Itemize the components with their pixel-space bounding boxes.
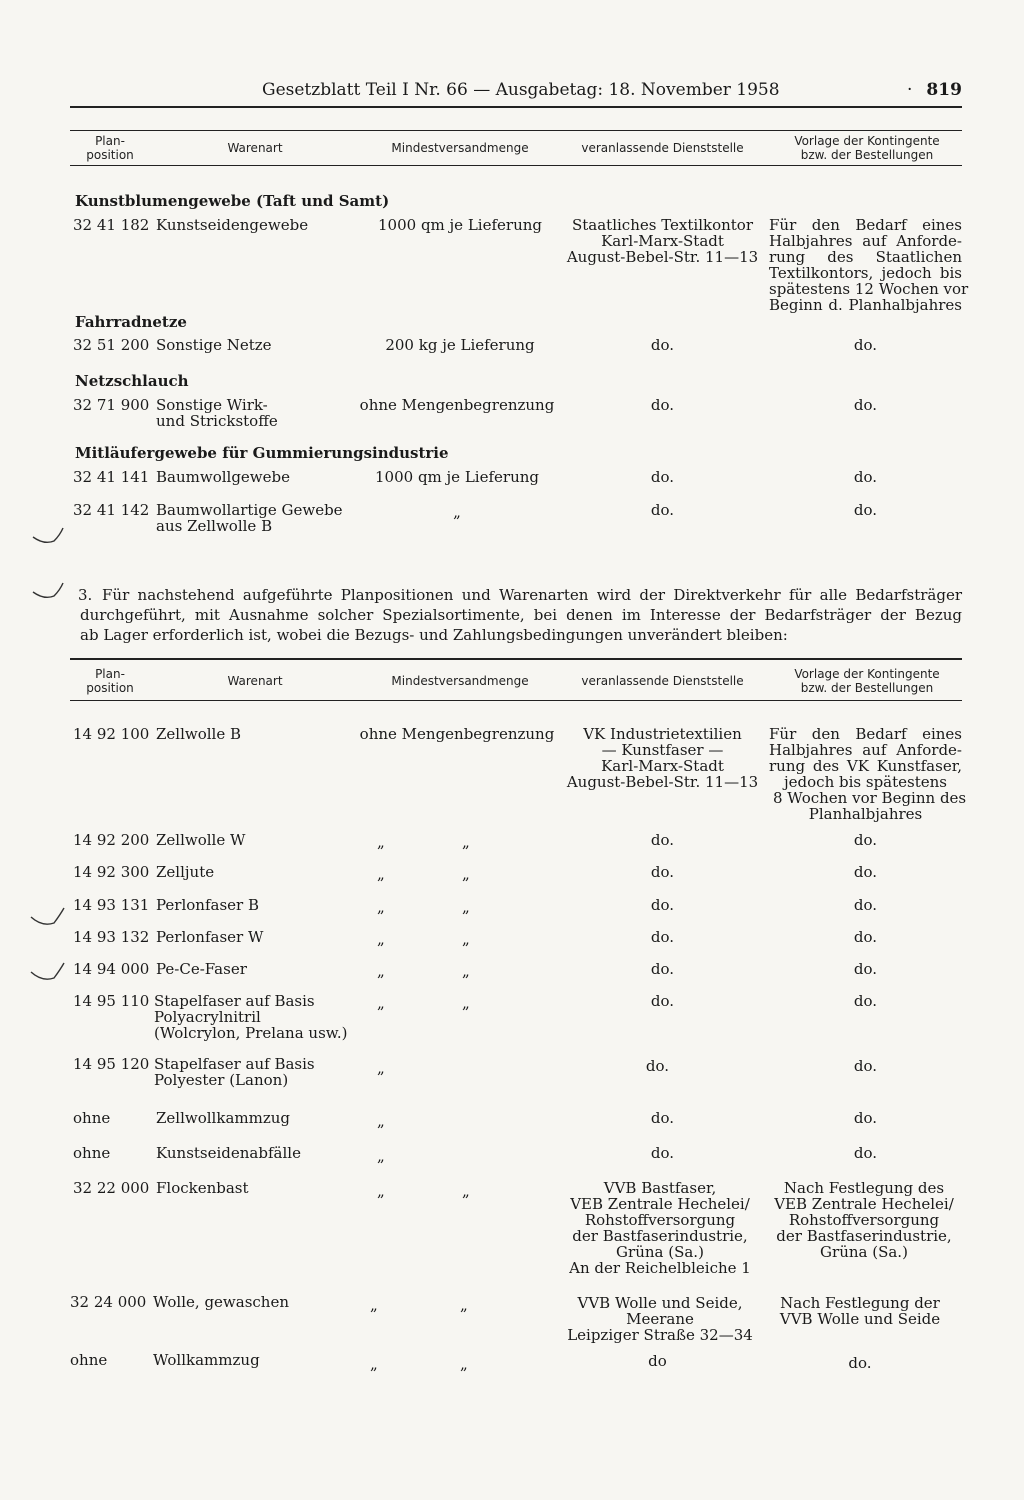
row-vorlage: do. <box>853 468 878 486</box>
row-menge: ohne Mengenbegrenzung <box>359 396 555 414</box>
table1-header-rule <box>70 165 962 166</box>
ditto-mark: „ <box>462 994 470 1012</box>
row-code: 14 92 100 <box>73 725 150 743</box>
row-vorlage: do. <box>853 863 878 881</box>
ditto-mark: „ <box>462 962 470 980</box>
row-warenart: Sonstige Netze <box>156 336 272 354</box>
ditto-mark: „ <box>453 503 461 521</box>
ditto-mark: „ <box>377 898 385 916</box>
paragraph-line: ab Lager erforderlich ist, wobei die Bezugs- und Zahlungsbedingungen unverändert bleiben: <box>80 626 788 644</box>
row-code: 14 95 120 <box>73 1055 150 1073</box>
row-dienststelle: do. <box>650 896 675 914</box>
row-vorlage: do. <box>848 1354 872 1372</box>
row-code: 32 71 900 <box>73 396 150 414</box>
row-warenart: Zellwolle B <box>156 725 242 743</box>
row-vorlage: do. <box>853 396 878 414</box>
row-warenart: Stapelfaser auf Basis Polyacrylnitril (Wolcrylon, Prelana usw.) <box>154 992 348 1042</box>
check-mark-icon <box>28 905 68 931</box>
header-rule <box>70 106 962 108</box>
ditto-mark: „ <box>377 865 385 883</box>
section-heading: Netzschlauch <box>75 372 189 390</box>
row-menge: 200 kg je Lieferung <box>385 336 535 354</box>
row-dienststelle: do. <box>650 468 675 486</box>
row-warenart: Baumwollgewebe <box>156 468 290 486</box>
row-dienststelle: do. <box>650 336 675 354</box>
row-code: ohne <box>73 1144 111 1162</box>
row-vorlage: do. <box>853 928 878 946</box>
table2-col-warenart: Warenart <box>227 674 283 688</box>
ditto-mark: „ <box>377 994 385 1012</box>
check-mark-icon <box>30 525 66 549</box>
table2-col-vorlage: Vorlage der Kontingente bzw. der Bestellungen <box>794 667 940 695</box>
ditto-mark: „ <box>377 1182 385 1200</box>
table1-col-dienststelle: veranlassende Dienststelle <box>581 141 744 155</box>
row-code: 14 95 110 <box>73 992 150 1010</box>
row-code: 14 94 000 <box>73 960 150 978</box>
row-warenart: Stapelfaser auf Basis Polyester (Lanon) <box>154 1055 315 1089</box>
row-vorlage: do. <box>853 896 878 914</box>
table1-col-warenart: Warenart <box>227 141 283 155</box>
row-vorlage: do. <box>853 831 878 849</box>
ditto-mark: „ <box>462 833 470 851</box>
row-code: 32 41 142 <box>73 501 150 519</box>
row-vorlage: do. <box>853 1109 878 1127</box>
row-warenart: Wolle, gewaschen <box>153 1293 289 1311</box>
row-warenart: Kunstseidenabfälle <box>156 1144 301 1162</box>
row-menge: ohne Mengenbegrenzung <box>359 725 555 743</box>
ditto-mark: „ <box>370 1355 378 1373</box>
row-vorlage: do. <box>853 1144 878 1162</box>
row-warenart: Zellwollkammzug <box>156 1109 291 1127</box>
table1-top-rule <box>70 130 962 131</box>
ditto-mark: „ <box>462 930 470 948</box>
table2-col-dienststelle: veranlassende Dienststelle <box>581 674 744 688</box>
row-dienststelle: do. <box>650 1144 675 1162</box>
row-dienststelle: VK Industrietextilien — Kunstfaser — Karl-Marx-Stadt August-Bebel-Str. 11—13 <box>566 725 759 791</box>
row-dienststelle: VVB Bastfaser, VEB Zentrale Hechelei/ Rohstoffversorgung der Bastfaserindustrie, Grüna (Sa.) An der Reichelbleiche 1 <box>569 1179 751 1277</box>
row-vorlage: Nach Festlegung des VEB Zentrale Hechelei/ Rohstoffversorgung der Bastfaserindustrie, Grüna (Sa.) <box>774 1179 954 1261</box>
section-heading: Kunstblumengewebe (Taft und Samt) <box>75 192 390 210</box>
table1-col-vorlage: Vorlage der Kontingente bzw. der Bestellungen <box>794 134 940 162</box>
row-dienststelle: do. <box>650 863 675 881</box>
row-warenart: Flockenbast <box>156 1179 249 1197</box>
row-warenart: Wollkammzug <box>153 1351 260 1369</box>
row-vorlage: Nach Festlegung der VVB Wolle und Seide <box>779 1294 941 1328</box>
table1-col-planposition: Plan- position <box>86 134 134 162</box>
row-code: 32 41 141 <box>73 468 150 486</box>
table2-col-mindestversandmenge: Mindestversandmenge <box>391 674 529 688</box>
table1-col-mindestversandmenge: Mindestversandmenge <box>391 141 529 155</box>
table2-col-planposition: Plan- position <box>86 667 134 695</box>
check-mark-icon <box>30 580 66 604</box>
running-header: Gesetzblatt Teil I Nr. 66 — Ausgabetag: 18. November 1958 <box>262 80 780 100</box>
section-heading: Fahrradnetze <box>75 313 187 331</box>
row-warenart: Perlonfaser W <box>156 928 264 946</box>
row-dienststelle: Staatliches Textilkontor Karl-Marx-Stadt August-Bebel-Str. 11—13 <box>566 216 759 266</box>
row-code: ohne <box>70 1351 108 1369</box>
row-menge: 1000 qm je Lieferung <box>378 216 542 234</box>
row-code: 32 22 000 <box>73 1179 150 1197</box>
row-code: 14 93 132 <box>73 928 150 946</box>
row-warenart: Baumwollartige Gewebe aus Zellwolle B <box>156 501 343 535</box>
page-number-value: 819 <box>926 80 962 100</box>
ditto-mark: „ <box>462 898 470 916</box>
paragraph-number: 3. <box>78 586 93 604</box>
ditto-mark: „ <box>460 1355 468 1373</box>
row-dienststelle: do. <box>650 831 675 849</box>
row-dienststelle: do. <box>650 960 675 978</box>
row-menge: 1000 qm je Lieferung <box>375 468 539 486</box>
row-dienststelle: do. <box>650 992 675 1010</box>
row-dienststelle: do. <box>650 501 675 519</box>
row-code: 14 92 200 <box>73 831 150 849</box>
row-code: 14 93 131 <box>73 896 150 914</box>
ditto-mark: „ <box>377 1147 385 1165</box>
ditto-mark: „ <box>370 1296 378 1314</box>
page-number: · 819 <box>907 80 962 100</box>
row-dienststelle: do. <box>645 1057 670 1075</box>
row-vorlage: do. <box>853 960 878 978</box>
ditto-mark: „ <box>462 865 470 883</box>
row-warenart: Pe-Ce-Faser <box>156 960 247 978</box>
ditto-mark: „ <box>377 962 385 980</box>
row-warenart: Zelljute <box>156 863 215 881</box>
row-vorlage: do. <box>853 1057 878 1075</box>
section-heading: Mitläufergewebe für Gummierungsindustrie <box>75 444 449 462</box>
row-warenart: Sonstige Wirk- und Strickstoffe <box>156 396 278 430</box>
row-code: ohne <box>73 1109 111 1127</box>
row-vorlage: Für den Bedarf eines Halbjahres auf Anforde- rung des VK Kunstfaser, jedoch bis spätestens 8 Wochen vor Beginn des Planhalbjahres <box>769 725 967 823</box>
row-code: 32 41 182 <box>73 216 150 234</box>
ditto-mark: „ <box>377 1059 385 1077</box>
row-dienststelle: do. <box>650 396 675 414</box>
paragraph-line: Für nachstehend aufgeführte Planpositionen und Warenarten wird der Direktverkehr für alle Bedarfsträger <box>102 586 962 604</box>
row-vorlage: do. <box>853 992 878 1010</box>
paragraph-line: durchgeführt, mit Ausnahme solcher Spezialsortimente, bei denen im Interesse der Bedarfsträger der Bezug <box>80 606 962 624</box>
row-dienststelle: do. <box>650 1109 675 1127</box>
row-vorlage: do. <box>853 501 878 519</box>
row-warenart: Perlonfaser B <box>156 896 259 914</box>
ditto-mark: „ <box>377 930 385 948</box>
row-warenart: Kunstseidengewebe <box>156 216 309 234</box>
row-warenart: Zellwolle W <box>156 831 246 849</box>
row-vorlage: Für den Bedarf eines Halbjahres auf Anforde- rung des Staatlichen Textilkontors, jedoch bis spätestens 12 Wochen vor Beginn d. Planhalbjahres <box>769 216 969 314</box>
row-code: 32 24 000 <box>70 1293 147 1311</box>
row-dienststelle: VVB Wolle und Seide, Meerane Leipziger Straße 32—34 <box>567 1294 753 1344</box>
ditto-mark: „ <box>377 833 385 851</box>
row-dienststelle: do <box>648 1352 667 1370</box>
row-vorlage: do. <box>853 336 878 354</box>
paragraph-3 <box>80 585 962 645</box>
ditto-mark: „ <box>377 1112 385 1130</box>
check-mark-icon <box>28 960 68 986</box>
row-code: 14 92 300 <box>73 863 150 881</box>
ditto-mark: „ <box>460 1296 468 1314</box>
table2-header-rule <box>70 700 962 701</box>
row-code: 32 51 200 <box>73 336 150 354</box>
table2-top-rule <box>70 658 962 660</box>
row-dienststelle: do. <box>650 928 675 946</box>
ditto-mark: „ <box>462 1182 470 1200</box>
